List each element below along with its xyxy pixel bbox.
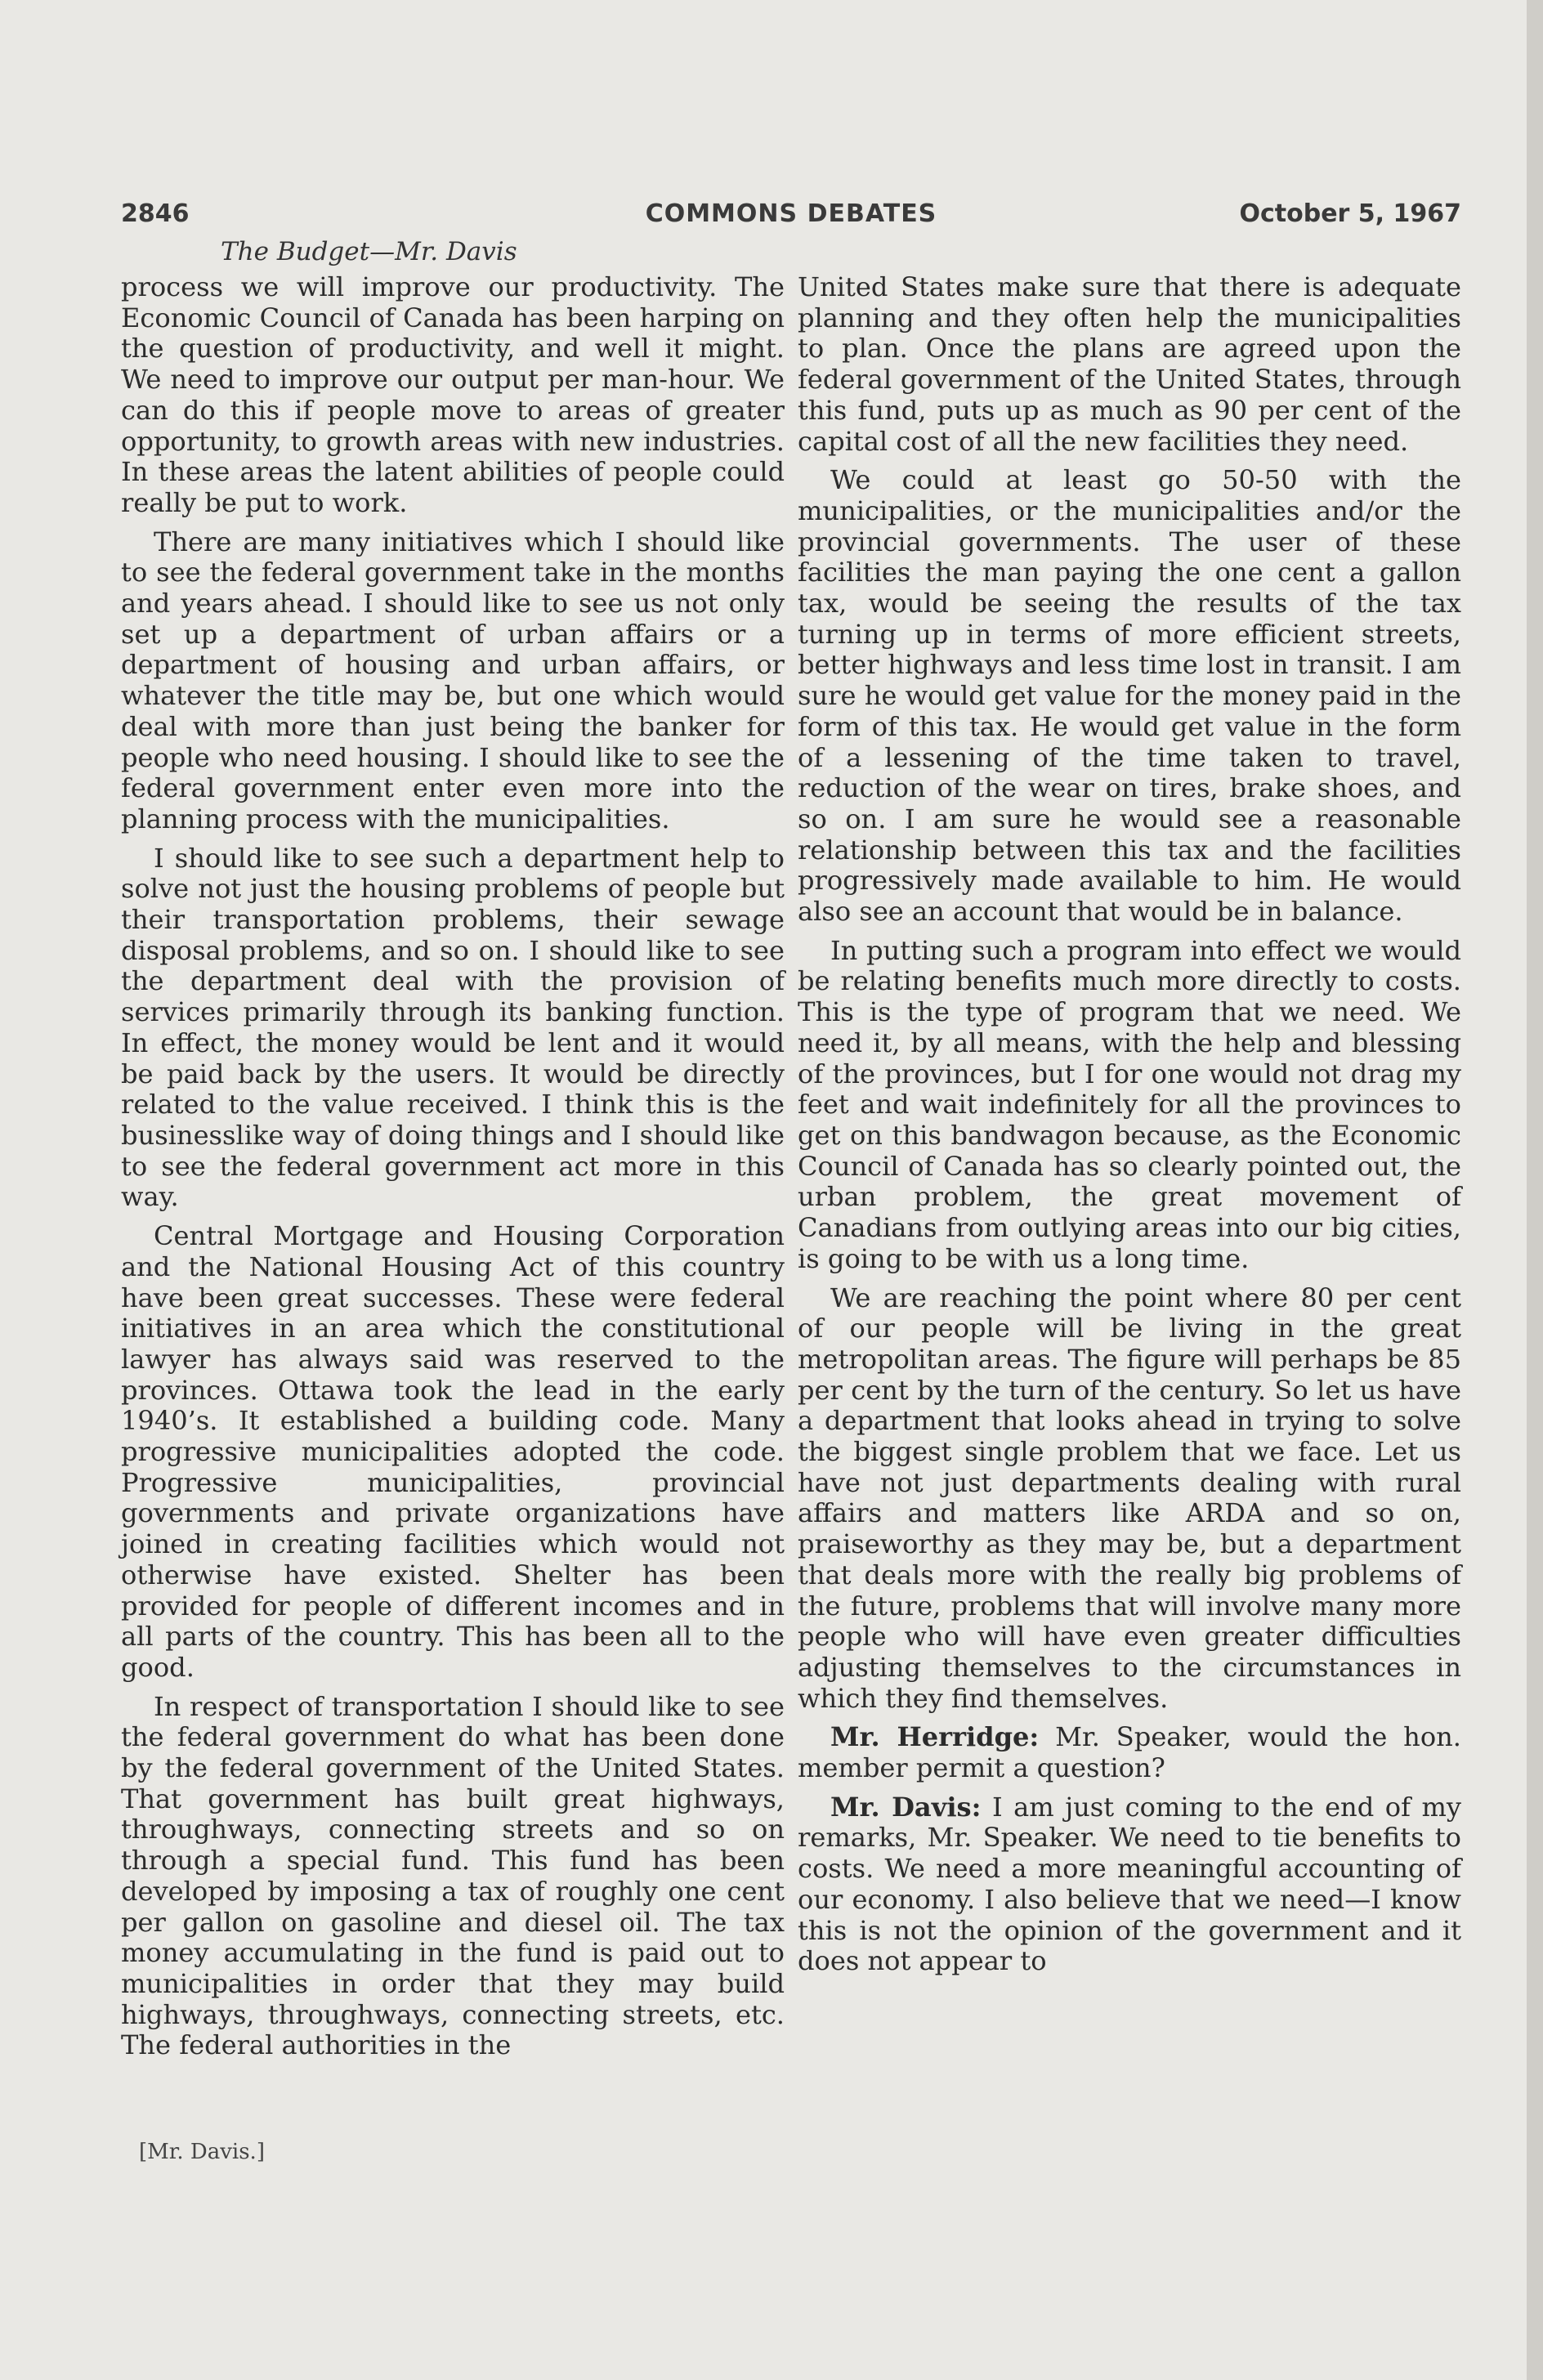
paragraph: There are many initiatives which I should like to see the federal government take in the months and years ahead. I should like to see us not only set up a department of urban affairs or a department of housing and urban affairs, or whatever the title may be, but one which would deal with more than just being the banker for people who need housing. I should like to see the federal government enter even more into the planning process with the municipalities. [121, 526, 785, 834]
paragraph: We are reaching the point where 80 per cent of our people will be living in the great metropolitan areas. The figure will perhaps be 85 per cent by the turn of the century. So let us have a department that looks ahead in trying to solve the biggest single problem that we face. Let us have not just departments dealing with rural affairs and matters like ARDA and so on, praiseworthy as they may be, but a department that deals more with the really big problems of the future, problems that will involve many more people who will have even greater difficulties adjusting themselves to the circumstances in which they find themselves. [798, 1282, 1461, 1714]
speech-davis [798, 1792, 1461, 1977]
paragraph: process we will improve our productivity. The Economic Council of Canada has been harping on the question of productivity, and well it might. We need to improve our output per man-hour. We can do this if people move to areas of greater opportunity, to growth areas with new industries. In these areas the latent abilities of people could really be put to work. [121, 271, 785, 518]
speech-herridge [798, 1722, 1461, 1783]
speaker-name: Mr. Davis: [830, 1791, 982, 1823]
page-header [121, 199, 1461, 232]
publication-date: October 5, 1967 [1239, 199, 1461, 228]
running-head: The Budget—Mr. Davis [221, 237, 517, 266]
paragraph: I should like to see such a department help to solve not just the housing problems of people but their transportation problems, their sewage disposal problems, and so on. I should like to see the department deal with the provision of services primarily through its banking function. In effect, the money would be lent and it would be paid back by the users. It would be directly related to the value received. I think this is the businesslike way of doing things and I should like to see the federal government act more in this way. [121, 842, 785, 1213]
paragraph: In respect of transportation I should like to see the federal government do what has been done by the federal government of the United States. That government has built great highways, throughways, connecting streets and so on through a special fund. This fund has been developed by imposing a tax of roughly one cent per gallon on gasoline and diesel oil. The tax money accumulating in the fund is paid out to municipalities in order that they may build highways, throughways, connecting streets, etc. The federal authorities in the [121, 1690, 785, 2061]
page-footer: [Mr. Davis.] [139, 2140, 265, 2164]
scan-edge [1527, 0, 1543, 2380]
publication-title: COMMONS DEBATES [645, 199, 937, 228]
paragraph: We could at least go 50-50 with the municipalities, or the municipalities and/or the provincial governments. The user of these facilities the man paying the one cent a gallon tax, would be seeing the results of the tax turning up in terms of more efficient streets, better highways and less time lost in transit. I am sure he would get value for the money paid in the form of this tax. He would get value in the form of a lessening of the time taken to travel, reduction of the wear on tires, brake shoes, and so on. I am sure he would see a reasonable relationship between this tax and the facilities progressively made available to him. He would also see an account that would be in balance. [798, 464, 1461, 928]
speech-text: I am just coming to the end of my remarks, Mr. Speaker. We need to tie benefits to costs. We need a more meaningful accounting of our economy. I also believe that we need—I know this is not the opinion of the government and it does not appear to [798, 1791, 1461, 1977]
paragraph: Central Mortgage and Housing Corporation and the National Housing Act of this country have been great successes. These were federal initiatives in an area which the constitutional lawyer has always said was reserved to the provinces. Ottawa took the lead in the early 1940’s. It established a building code. Many progressive municipalities adopted the code. Progressive municipalities, provincial governments and private organizations have joined in creating facilities which would not otherwise have existed. Shelter has been provided for people of different incomes and in all parts of the country. This has been all to the good. [121, 1220, 785, 1683]
speaker-name: Mr. Herridge: [830, 1721, 1040, 1753]
page-number: 2846 [121, 199, 190, 228]
paragraph: United States make sure that there is adequate planning and they often help the municipalities to plan. Once the plans are agreed upon the federal government of the United States, through this fund, puts up as much as 90 per cent of the capital cost of all the new facilities they need. [798, 271, 1461, 457]
left-column [121, 272, 785, 2069]
speech-text: Mr. Speaker, would the hon. member permit a question? [798, 1721, 1461, 1784]
paragraph: In putting such a program into effect we would be relating benefits much more directly to costs. This is the type of program that we need. We need it, by all means, with the help and blessing of the provinces, but I for one would not drag my feet and wait indefinitely for all the provinces to get on this bandwagon because, as the Economic Council of Canada has so clearly pointed out, the urban problem, the great movement of Canadians from outlying areas into our big cities, is going to be with us a long time. [798, 934, 1461, 1274]
right-column [798, 272, 1461, 1985]
